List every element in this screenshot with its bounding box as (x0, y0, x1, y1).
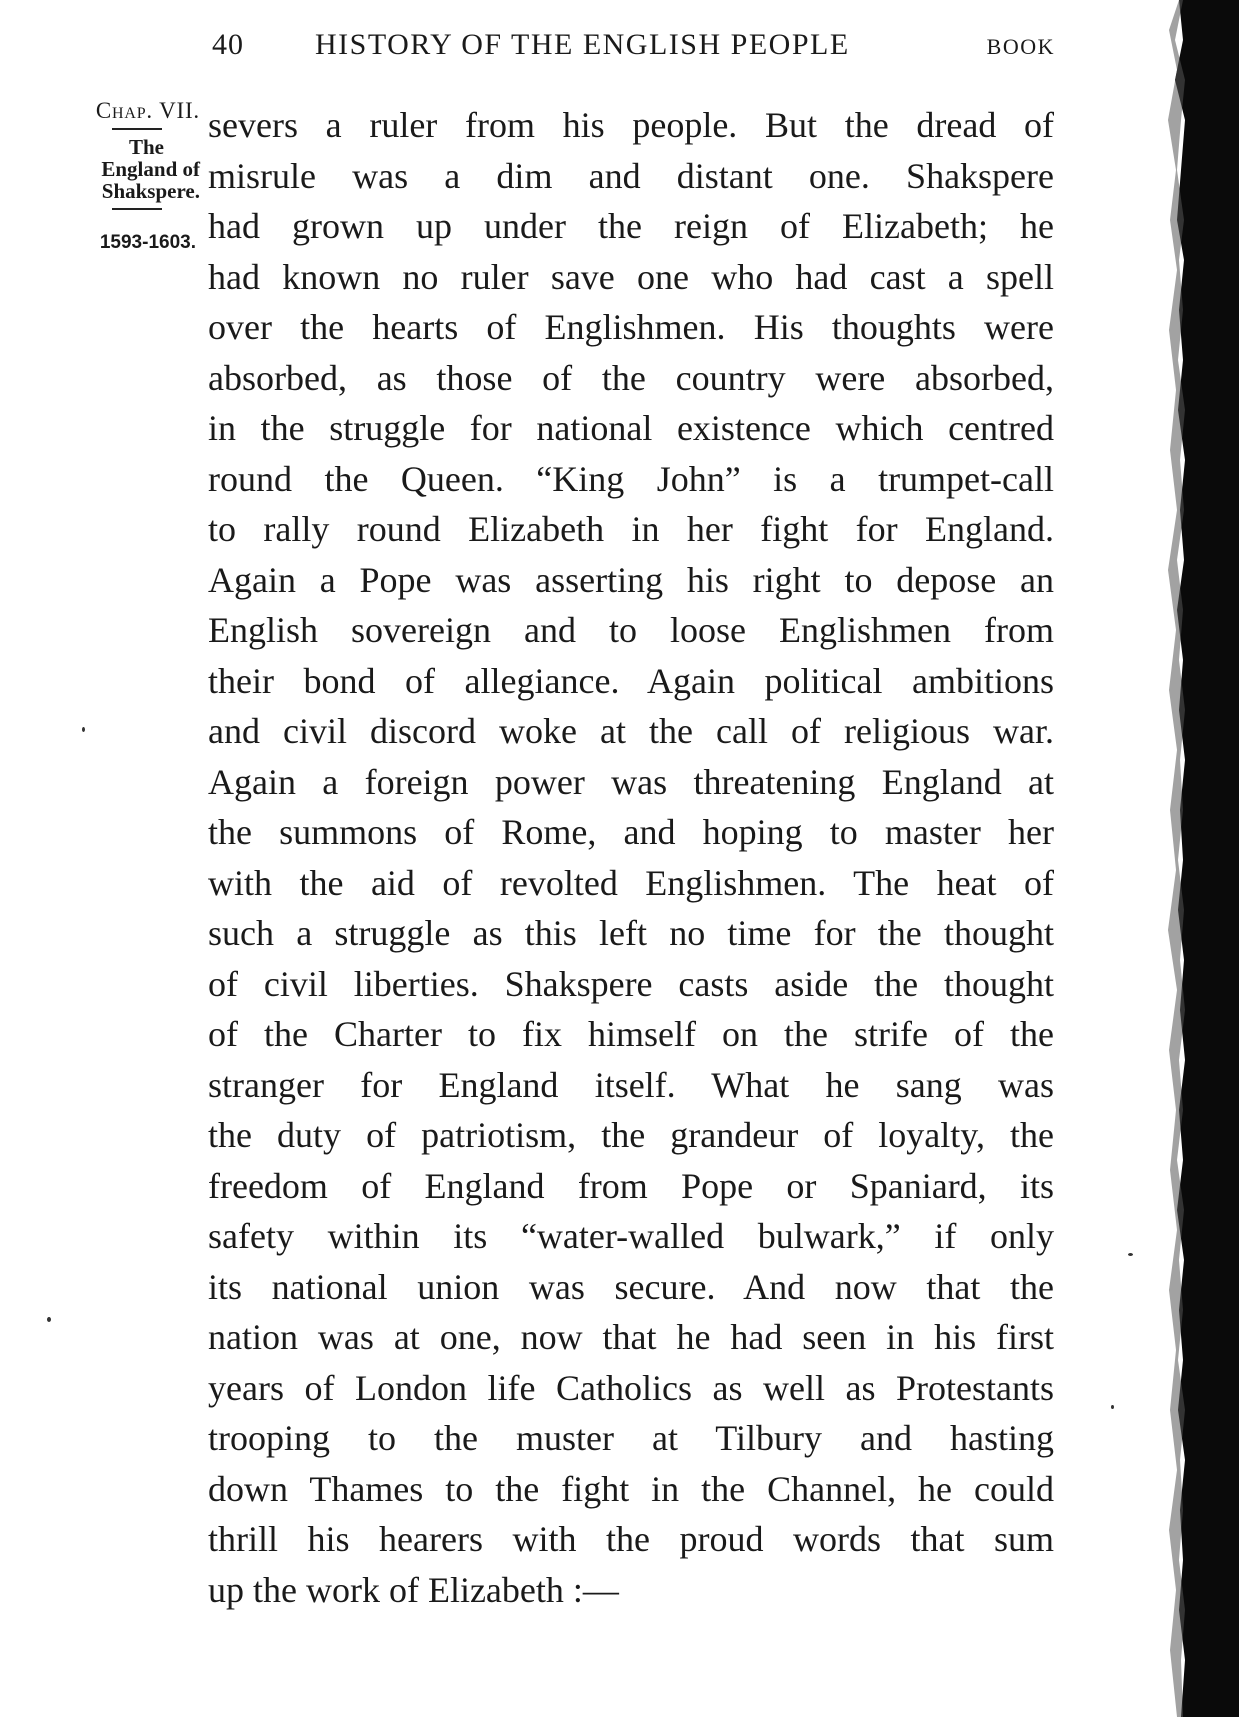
text-line: with the aid of revolted Englishmen. The heat of (208, 862, 1054, 903)
scan-edge (1139, 0, 1239, 1717)
scan-speck (82, 727, 85, 732)
margin-years: 1593-1603. (99, 232, 196, 253)
page-number: 40 (212, 28, 244, 61)
text-line: of civil liberties. Shakspere casts aside the thought (208, 963, 1054, 1004)
text-line: thrill his hearers with the proud words that sum (208, 1519, 1054, 1559)
margin-topic-line: Shakspere. (101, 179, 200, 203)
body-text (208, 100, 1054, 1615)
text-line: had grown up under the reign of Elizabeth; he (208, 206, 1054, 246)
text-line: their bond of allegiance. Again political ambitions (208, 660, 1054, 701)
text-line: of the Charter to fix himself on the strife of the (208, 1014, 1054, 1054)
text-line: misrule was a dim and distant one. Shakspere (208, 155, 1054, 196)
margin-rule-top (112, 128, 162, 130)
text-line: severs a ruler from his people. But the dread of (208, 105, 1054, 145)
text-line: safety within its “water-walled bulwark,” if only (208, 1216, 1054, 1256)
text-line: nation was at one, now that he had seen in his first (208, 1317, 1054, 1357)
text-line: trooping to the muster at Tilbury and hasting (208, 1418, 1054, 1458)
text-line: in the struggle for national existence which centred (208, 408, 1054, 448)
text-line: and civil discord woke at the call of religious war. (208, 711, 1054, 751)
text-line: absorbed, as those of the country were absorbed, (208, 357, 1054, 398)
text-line: down Thames to the fight in the Channel, he could (208, 1468, 1054, 1509)
margin-topic (40, 136, 200, 202)
scan-speck (47, 1317, 51, 1322)
text-line: English sovereign and to loose Englishmen from (208, 610, 1054, 650)
margin-notes (40, 100, 200, 254)
text-line: its national union was secure. And now that the (208, 1266, 1054, 1307)
book-label: BOOK (986, 34, 1055, 59)
text-line: up the work of Elizabeth :— (208, 1569, 619, 1610)
text-line: the summons of Rome, and hoping to master her (208, 812, 1054, 852)
running-header (210, 28, 1055, 68)
text-line: to rally round Elizabeth in her fight for England. (208, 509, 1054, 549)
running-title: HISTORY OF THE ENGLISH PEOPLE (315, 28, 850, 61)
text-line: years of London life Catholics as well as Protestants (208, 1367, 1054, 1408)
margin-topic-line: The (128, 135, 164, 159)
text-line: freedom of England from Pope or Spaniard, its (208, 1165, 1054, 1206)
margin-rule-bottom (112, 208, 162, 210)
text-line: had known no ruler save one who had cast a spell (208, 256, 1054, 297)
text-line: the duty of patriotism, the grandeur of loyalty, the (208, 1115, 1054, 1155)
chapter-label: Chap. VII. (95, 98, 200, 123)
text-line: round the Queen. “King John” is a trumpet-call (208, 458, 1054, 499)
scan-speck (1111, 1405, 1114, 1409)
text-line: over the hearts of Englishmen. His thoughts were (208, 307, 1054, 347)
text-line: Again a Pope was asserting his right to depose an (208, 559, 1054, 600)
text-line: stranger for England itself. What he sang was (208, 1064, 1054, 1105)
scan-speck (1128, 1253, 1133, 1256)
text-line: such a struggle as this left no time for the thought (208, 913, 1054, 953)
margin-topic-line: England of (101, 157, 200, 181)
text-line: Again a foreign power was threatening England at (208, 761, 1054, 802)
